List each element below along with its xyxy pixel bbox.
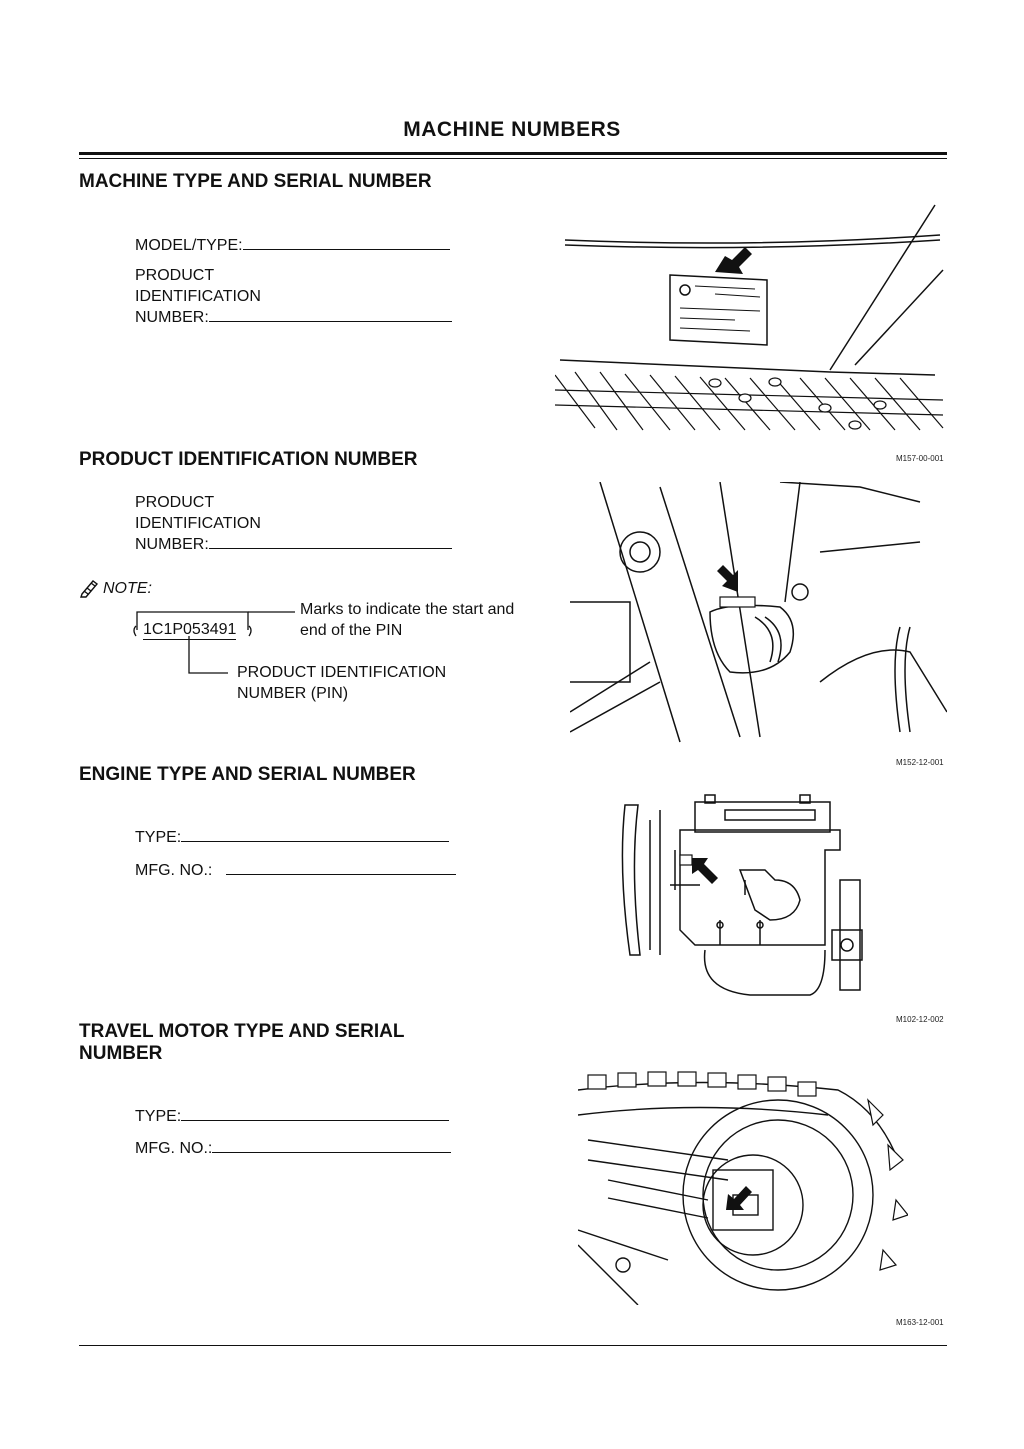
machine-type-heading: MACHINE TYPE AND SERIAL NUMBER bbox=[79, 171, 432, 192]
arrow-icon bbox=[726, 1186, 752, 1210]
travel-motor-mfg-label: MFG. NO.: bbox=[135, 1140, 213, 1157]
pin-blank bbox=[209, 534, 452, 549]
travel-motor-type-blank bbox=[181, 1106, 449, 1121]
engine-mfg-blank bbox=[226, 860, 456, 875]
pin-example: 1C1P053491 bbox=[143, 621, 237, 638]
bottom-rule bbox=[79, 1345, 947, 1346]
engine-illustration bbox=[610, 790, 880, 1005]
engine-type-label: TYPE: bbox=[135, 829, 182, 846]
pin-label-2: IDENTIFICATION bbox=[135, 515, 261, 532]
travel-motor-mfg-field bbox=[135, 1138, 451, 1159]
model-type-field bbox=[135, 235, 450, 256]
pin-marks-callout bbox=[300, 599, 540, 641]
pin-label-3: NUMBER: bbox=[135, 536, 209, 553]
pin-marks-line-2: end of the PIN bbox=[300, 622, 403, 639]
machine-plate-illustration bbox=[555, 200, 947, 435]
pin-marks-line-1: Marks to indicate the start and bbox=[300, 601, 515, 618]
travel-motor-heading-line-2: NUMBER bbox=[79, 1043, 163, 1064]
title-rule-thick bbox=[79, 152, 947, 155]
machine-pin-label-1: PRODUCT bbox=[135, 267, 215, 284]
caption-machine-plate: M157-00-001 bbox=[896, 454, 944, 463]
page-title: MACHINE NUMBERS bbox=[403, 118, 621, 141]
pin-label-1: PRODUCT bbox=[135, 494, 215, 511]
engine-mfg-field bbox=[135, 860, 456, 881]
engine-heading: ENGINE TYPE AND SERIAL NUMBER bbox=[79, 764, 416, 785]
pin-location-illustration bbox=[570, 482, 947, 744]
pencil-note-icon bbox=[78, 578, 100, 598]
travel-motor-mfg-blank bbox=[212, 1138, 451, 1153]
travel-motor-type-field bbox=[135, 1106, 449, 1127]
pin-desc-line-2: NUMBER (PIN) bbox=[237, 685, 349, 702]
pin-heading: PRODUCT IDENTIFICATION NUMBER bbox=[79, 449, 418, 470]
model-type-blank bbox=[243, 235, 450, 250]
engine-mfg-label: MFG. NO.: bbox=[135, 862, 213, 879]
arrow-icon bbox=[715, 247, 752, 274]
machine-pin-label-2: IDENTIFICATION bbox=[135, 288, 261, 305]
engine-type-field bbox=[135, 827, 449, 848]
engine-type-blank bbox=[181, 827, 449, 842]
model-type-label: MODEL/TYPE: bbox=[135, 237, 243, 254]
caption-pin-location: M152-12-001 bbox=[896, 758, 944, 767]
travel-motor-illustration bbox=[578, 1070, 908, 1305]
machine-pin-field bbox=[135, 265, 452, 328]
title-rule-thin bbox=[79, 158, 947, 159]
travel-motor-heading-line-1: TRAVEL MOTOR TYPE AND SERIAL bbox=[79, 1021, 405, 1042]
machine-pin-blank bbox=[209, 307, 452, 322]
pin-field bbox=[135, 492, 452, 555]
machine-pin-label-3: NUMBER: bbox=[135, 309, 209, 326]
arrow-icon bbox=[692, 858, 718, 884]
pin-desc-line-1: PRODUCT IDENTIFICATION bbox=[237, 664, 447, 681]
note-label: NOTE: bbox=[103, 580, 152, 597]
caption-engine: M102-12-002 bbox=[896, 1015, 944, 1024]
pin-description-callout bbox=[237, 662, 497, 704]
caption-travel-motor: M163-12-001 bbox=[896, 1318, 944, 1327]
arrow-icon bbox=[717, 565, 738, 592]
travel-motor-type-label: TYPE: bbox=[135, 1108, 182, 1125]
travel-motor-heading bbox=[79, 1021, 405, 1065]
